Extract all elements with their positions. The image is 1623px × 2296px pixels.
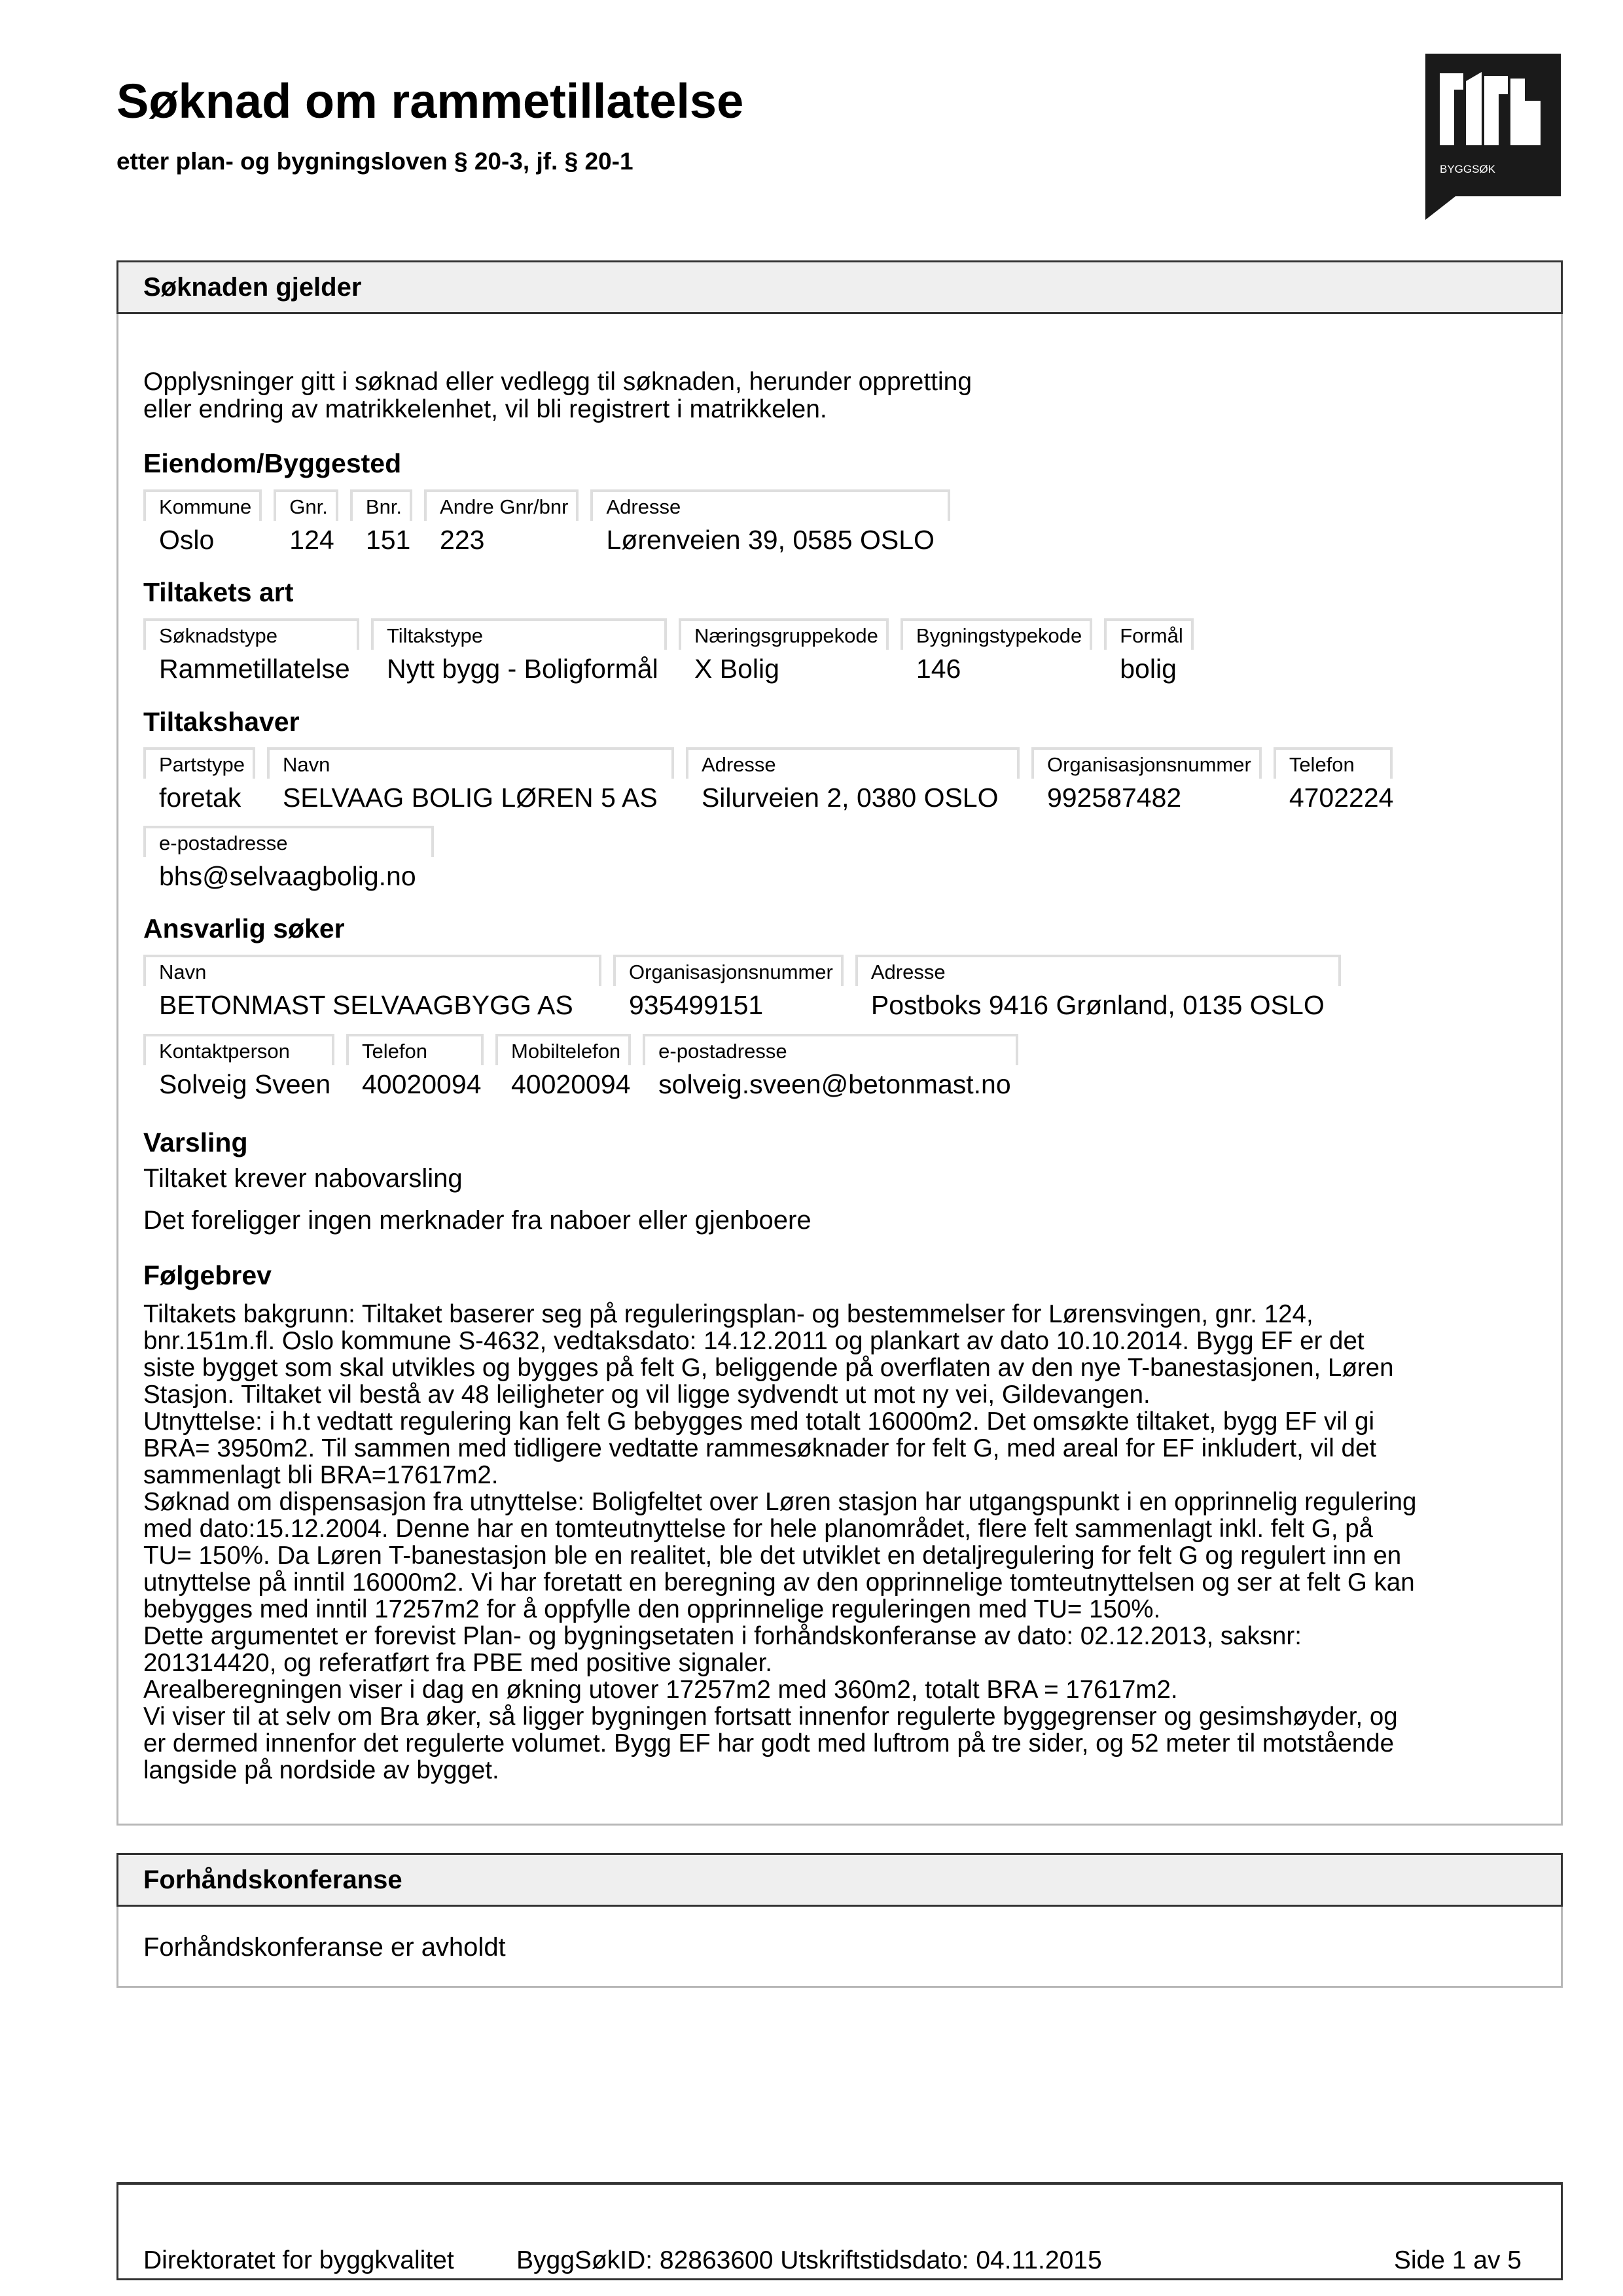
field-value: Rammetillatelse — [159, 654, 350, 684]
field-kontaktperson — [143, 1034, 334, 1100]
folgebrev-line: siste bygget som skal utvikles og bygges på felt G, beliggende på overflaten av den nye T-banestasjonen, Løren — [143, 1354, 1394, 1382]
field-label: Organisasjonsnummer — [1031, 747, 1262, 779]
footer-page-number: Side 1 av 5 — [1393, 2246, 1522, 2274]
tiltakshaver-fields — [143, 747, 1405, 813]
field-label: Andre Gnr/bnr — [424, 489, 579, 521]
folgebrev-line: Vi viser til at selv om Bra øker, så ligger bygningen fortsatt innenfor regulerte byggegrenser og gesimshøyder, og — [143, 1703, 1398, 1731]
field-label: Mobiltelefon — [495, 1034, 631, 1065]
tiltak-fields — [143, 618, 1205, 684]
field-label: Navn — [267, 747, 674, 779]
field-e-postadresse — [143, 826, 434, 892]
folgebrev-line: Arealberegningen viser i dag en økning utover 17257m2 med 360m2, totalt BRA = 17617m2. — [143, 1676, 1178, 1704]
folgebrev-line: Stasjon. Tiltaket vil bestå av 48 leiligheter og vil ligge sydvendt ut mot ny vei, Gildevangen. — [143, 1381, 1150, 1409]
field-label: Kontaktperson — [143, 1034, 334, 1065]
field-mobiltelefon — [495, 1034, 631, 1100]
folgebrev-line: TU= 150%. Da Løren T-banestasjon ble en realitet, ble det utviklet en detaljregulering for felt G og regulert inn en — [143, 1542, 1402, 1570]
field-value: 4702224 — [1289, 783, 1394, 813]
intro-text — [143, 368, 972, 423]
field-value: 124 — [289, 525, 334, 555]
field-formal — [1104, 618, 1193, 684]
section-heading-forhandskonferanse: Forhåndskonferanse — [116, 1853, 1563, 1907]
field-label: Partstype — [143, 747, 255, 779]
heading-ansvarlig-soker: Ansvarlig søker — [143, 913, 345, 944]
byggsok-logo — [1425, 54, 1561, 198]
footer-id: ByggSøkID: 82863600 Utskriftstidsdato: 04.11.2015 — [516, 2246, 1102, 2274]
field-value: Silurveien 2, 0380 OSLO — [701, 783, 999, 813]
field-tiltakstype — [371, 618, 667, 684]
field-label: Adresse — [686, 747, 1020, 779]
heading-tiltakshaver: Tiltakshaver — [143, 707, 300, 737]
field-value: Nytt bygg - Boligformål — [387, 654, 658, 684]
footer-org: Direktoratet for byggkvalitet — [143, 2246, 454, 2274]
field-telefon — [346, 1034, 484, 1100]
field-value: 935499151 — [629, 990, 764, 1020]
section-heading-soknaden-gjelder: Søknaden gjelder — [116, 260, 1563, 314]
field-label: Tiltakstype — [371, 618, 667, 650]
field-value: 40020094 — [362, 1069, 482, 1099]
field-label: Søknadstype — [143, 618, 359, 650]
forhandskonferanse-text: Forhåndskonferanse er avholdt — [143, 1933, 506, 1962]
field-navn — [143, 955, 601, 1021]
field-kommune — [143, 489, 262, 556]
field-value: bolig — [1120, 654, 1177, 684]
varsling-line: Tiltaket krever nabovarsling — [143, 1164, 463, 1193]
folgebrev-line: BRA= 3950m2. Til sammen med tidligere vedtatte rammesøknader for felt G, med areal for EF inkludert, vil det — [143, 1434, 1377, 1462]
intro-line: eller endring av matrikkelenhet, vil bli registrert i matrikkelen. — [143, 395, 827, 424]
field-value: Lørenveien 39, 0585 OSLO — [606, 525, 935, 555]
intro-line: Opplysninger gitt i søknad eller vedlegg til søknaden, herunder oppretting — [143, 368, 972, 396]
field-bnr — [350, 489, 412, 556]
heading-tiltakets-art: Tiltakets art — [143, 577, 294, 607]
field-adresse — [686, 747, 1020, 813]
field-adresse — [855, 955, 1341, 1021]
folgebrev-text — [143, 1301, 1550, 1784]
field-andre-gnr-bnr — [424, 489, 579, 556]
folgebrev-line: 201314420, og referatført fra PBE med positive signaler. — [143, 1649, 772, 1677]
field-value: foretak — [159, 783, 241, 813]
field-label: Næringsgruppekode — [679, 618, 889, 650]
field-value: 146 — [916, 654, 961, 684]
folgebrev-line: langside på nordside av bygget. — [143, 1756, 499, 1784]
field-value: SELVAAG BOLIG LØREN 5 AS — [282, 783, 658, 813]
field-label: Formål — [1104, 618, 1193, 650]
ansvarlig-fields — [143, 955, 1353, 1021]
folgebrev-line: Dette argumentet er forevist Plan- og bygningsetaten i forhåndskonferanse av dato: 02.12.2013, saksnr: — [143, 1622, 1302, 1650]
field-value: solveig.sveen@betonmast.no — [658, 1069, 1011, 1099]
page-subtitle: etter plan- og bygningsloven § 20-3, jf. § 20-1 — [116, 148, 633, 175]
field-naeringsgruppekode — [679, 618, 889, 684]
tiltakshaver-email-fields — [143, 826, 446, 892]
page-title: Søknad om rammetillatelse — [116, 74, 744, 128]
field-gnr — [274, 489, 338, 556]
field-label: Adresse — [590, 489, 950, 521]
field-value: Postboks 9416 Grønland, 0135 OSLO — [870, 990, 1325, 1020]
heading-eiendom: Eiendom/Byggested — [143, 448, 402, 478]
field-label: Bnr. — [350, 489, 412, 521]
field-navn — [267, 747, 674, 813]
folgebrev-line: Utnyttelse: i h.t vedtatt regulering kan felt G bebygges med totalt 16000m2. Det omsøkte tiltaket, bygg EF vil gi — [143, 1407, 1375, 1436]
heading-varsling: Varsling — [143, 1127, 248, 1157]
folgebrev-line: er dermed innenfor det regulerte volumet. Bygg EF har godt med luftrom på tre sider, og 52 meter til motstående — [143, 1729, 1395, 1757]
varsling-line: Det foreligger ingen merknader fra naboer eller gjenboere — [143, 1206, 812, 1235]
logo-tab — [1425, 196, 1455, 220]
field-value: 40020094 — [511, 1069, 631, 1099]
field-value: Solveig Sveen — [159, 1069, 331, 1099]
field-label: e-postadresse — [643, 1034, 1018, 1065]
field-adresse — [590, 489, 950, 556]
field-value: 223 — [440, 525, 485, 555]
page-footer — [116, 2182, 1563, 2280]
logo-text: BYGGSØK — [1440, 163, 1496, 175]
field-label: Kommune — [143, 489, 262, 521]
field-organisasjonsnummer — [613, 955, 844, 1021]
folgebrev-line: Tiltakets bakgrunn: Tiltaket baserer seg på reguleringsplan- og bestemmelser for Lørensvingen, gnr. 124, — [143, 1300, 1313, 1328]
field-organisasjonsnummer — [1031, 747, 1262, 813]
folgebrev-line: bebygges med inntil 17257m2 for å oppfylle den opprinnelige reguleringen med TU= 150%. — [143, 1595, 1161, 1623]
field-value: 992587482 — [1046, 783, 1182, 813]
folgebrev-line: Søknad om dispensasjon fra utnyttelse: Boligfeltet over Løren stasjon har utgangspunkt i en opprinnelig regulering — [143, 1488, 1417, 1516]
folgebrev-line: sammenlagt bli BRA=17617m2. — [143, 1461, 499, 1489]
field-telefon — [1274, 747, 1394, 813]
field-label: Bygningstypekode — [901, 618, 1092, 650]
field-value: X Bolig — [694, 654, 779, 684]
field-partstype — [143, 747, 255, 813]
field-label: Telefon — [346, 1034, 484, 1065]
eiendom-fields — [143, 489, 962, 556]
field-value: bhs@selvaagbolig.no — [159, 861, 416, 891]
field-label: e-postadresse — [143, 826, 434, 857]
folgebrev-line: med dato:15.12.2004. Denne har en tomteutnyttelse for hele planområdet, flere felt sammenlagt inkl. felt G, på — [143, 1515, 1374, 1543]
field-label: Telefon — [1274, 747, 1393, 779]
field-e-postadresse — [643, 1034, 1018, 1100]
field-value: 151 — [365, 525, 411, 555]
field-label: Gnr. — [274, 489, 338, 521]
folgebrev-line: utnyttelse på inntil 16000m2. Vi har foretatt en beregning av den opprinnelige tomteutnyttelsen og ser at felt G kan — [143, 1568, 1415, 1597]
folgebrev-line: bnr.151m.fl. Oslo kommune S-4632, vedtaksdato: 14.12.2011 og plankart av dato 10.10.2014. Bygg EF er det — [143, 1327, 1364, 1355]
field-label: Navn — [143, 955, 601, 986]
field-soknadstype — [143, 618, 359, 684]
heading-folgebrev: Følgebrev — [143, 1260, 272, 1290]
field-value: BETONMAST SELVAAGBYGG AS — [159, 990, 573, 1020]
field-value: Oslo — [159, 525, 215, 555]
field-label: Adresse — [855, 955, 1341, 986]
ansvarlig-contact-fields — [143, 1034, 1030, 1100]
field-label: Organisasjonsnummer — [613, 955, 844, 986]
field-bygningstypekode — [901, 618, 1092, 684]
